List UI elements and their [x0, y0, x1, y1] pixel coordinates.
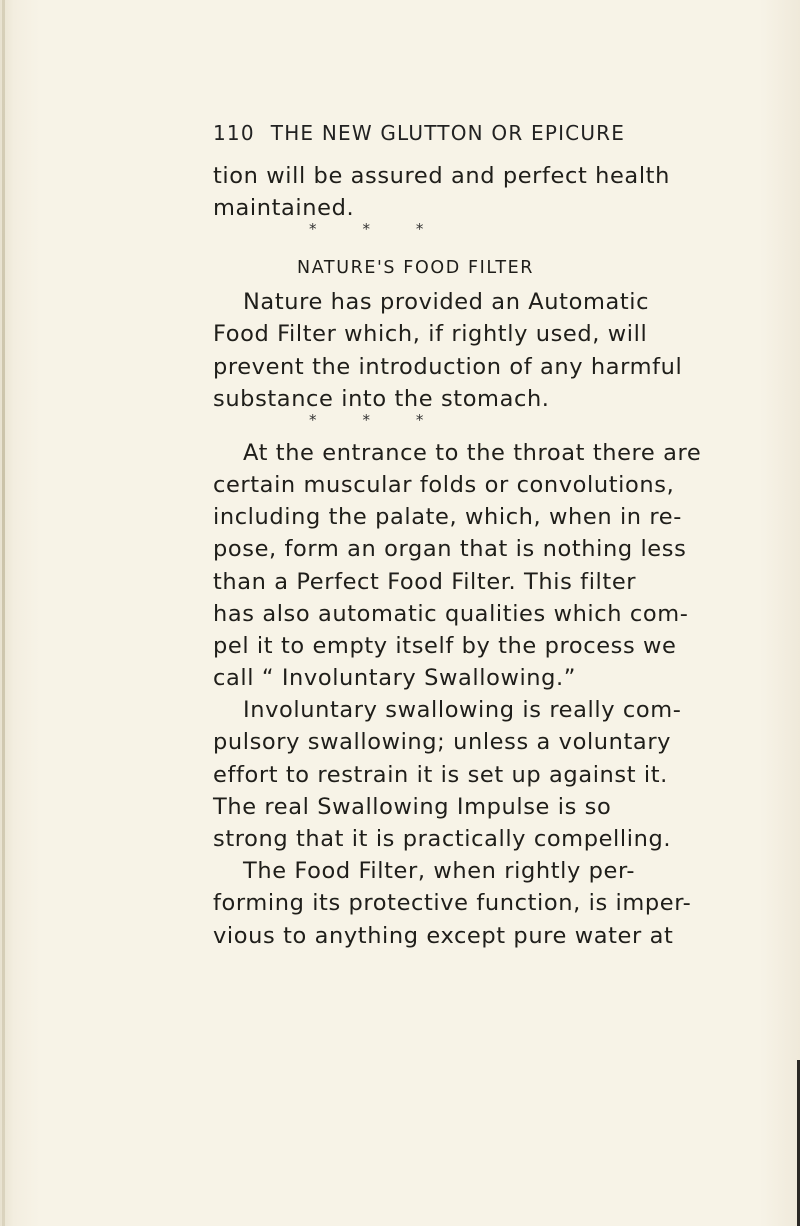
book-title: THE NEW GLUTTON OR EPICURE: [270, 121, 626, 145]
text-line: substance into the stomach.: [213, 385, 550, 412]
text-line: At the entrance to the throat there are: [243, 439, 702, 466]
text-line: has also automatic qualities which com-: [213, 600, 689, 627]
text-line: certain muscular folds or convolutions,: [213, 471, 675, 498]
text-line: Involuntary swallowing is really com-: [243, 697, 682, 724]
section-separator: * * *: [309, 220, 425, 239]
text-line: pel it to empty itself by the process we: [213, 632, 677, 659]
text-line: pulsory swallowing; unless a voluntary: [213, 729, 672, 756]
text-line: call “ Involuntary Swallowing.”: [213, 665, 577, 692]
section-heading: NATURE'S FOOD FILTER: [297, 258, 535, 279]
text-line: Food Filter which, if rightly used, will: [213, 321, 648, 348]
text-line: The Food Filter, when rightly per-: [243, 858, 636, 885]
text-line: than a Perfect Food Filter. This filter: [213, 568, 637, 595]
text-line: strong that it is practically compelling.: [213, 826, 672, 852]
text-line: Nature has provided an Automatic: [243, 289, 650, 316]
text-line: pose, form an organ that is nothing less: [213, 536, 687, 563]
text-line: prevent the introduction of any harmful: [213, 353, 683, 380]
text-line: maintained.: [213, 195, 355, 222]
body-text: [213, 160, 713, 952]
section-separator: * * *: [309, 410, 425, 429]
text-line: vious to anything except pure water at: [213, 922, 674, 949]
text-line: forming its protective function, is imper-: [213, 890, 692, 917]
page-number: 110: [213, 121, 255, 145]
text-line: The real Swallowing Impulse is so: [213, 793, 612, 820]
text-line: effort to restrain it is set up against it.: [213, 761, 668, 788]
text-line: including the palate, which, when in re-: [213, 504, 682, 531]
page-gutter: [2, 0, 5, 1226]
running-head: [213, 121, 625, 145]
text-line: tion will be assured and perfect health: [213, 163, 670, 189]
